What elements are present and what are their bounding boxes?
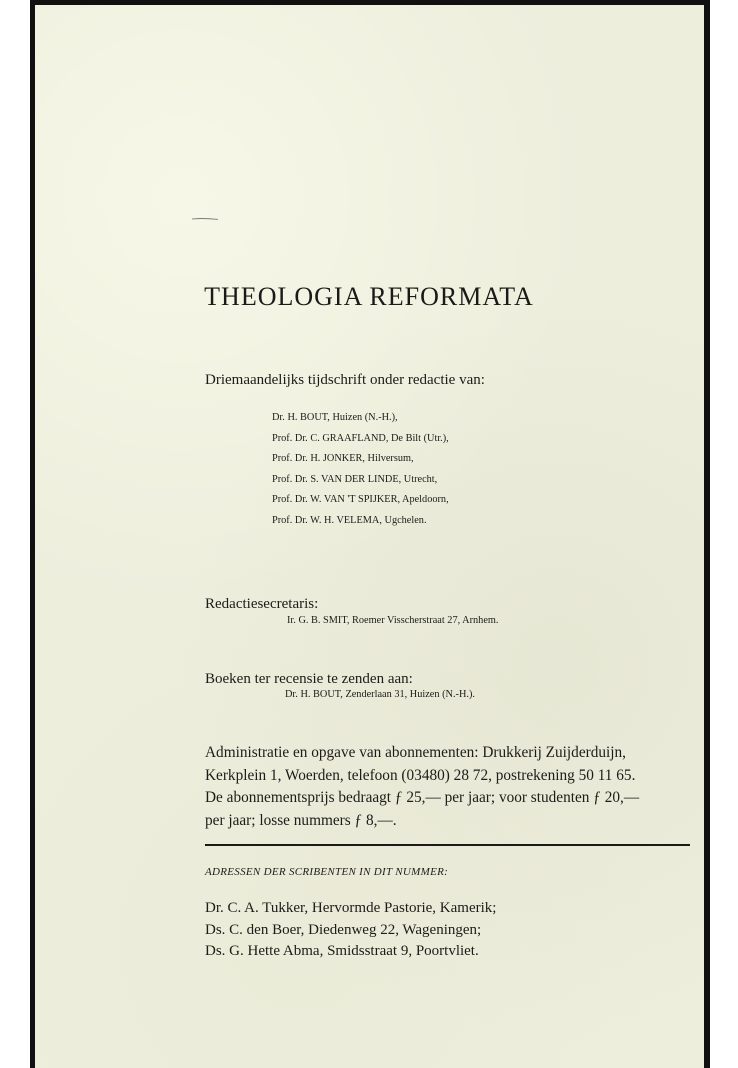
author-address: Ds. C. den Boer, Diedenweg 22, Wageningen; <box>205 921 482 938</box>
secretary-address: Ir. G. B. SMIT, Roemer Visscherstraat 27, Arnhem. <box>287 615 499 626</box>
section-divider <box>205 844 690 846</box>
administration-line: De abonnementsprijs bedraagt ƒ 25,— per jaar; voor studenten ƒ 20,— <box>205 789 640 806</box>
administration-line: Administratie en opgave van abonnementen: Drukkerij Zuijderduijn, <box>205 744 626 761</box>
administration-paragraph <box>205 742 690 832</box>
journal-title: THEOLOGIA REFORMATA <box>204 282 534 311</box>
editor-entry: Prof. Dr. C. GRAAFLAND, De Bilt (Utr.), <box>272 432 449 444</box>
editorial-intro: Driemaandelijks tijdschrift onder redactie van: <box>205 372 485 388</box>
administration-line: Kerkplein 1, Woerden, telefoon (03480) 28 72, postrekening 50 11 65. <box>205 766 636 784</box>
secretary-label: Redactiesecretaris: <box>205 596 319 612</box>
author-address: Dr. C. A. Tukker, Hervormde Pastorie, Kamerik; <box>205 900 497 916</box>
administration-line: per jaar; losse nummers ƒ 8,—. <box>205 811 397 829</box>
editor-entry: Dr. H. BOUT, Huizen (N.-H.), <box>272 412 398 423</box>
editor-entry: Prof. Dr. W. VAN 'T SPIJKER, Apeldoorn, <box>272 494 449 505</box>
addresses-heading: ADRESSEN DER SCRIBENTEN IN DIT NUMMER: <box>205 866 449 878</box>
editor-entry: Prof. Dr. H. JONKER, Hilversum, <box>272 453 414 464</box>
scan-border-right <box>704 0 710 1068</box>
review-books-label: Boeken ter recensie te zenden aan: <box>205 671 413 687</box>
author-address-list <box>205 898 496 963</box>
author-address: Ds. G. Hette Abma, Smidsstraat 9, Poortvliet. <box>205 943 479 959</box>
pencil-mark-icon <box>192 218 218 220</box>
editor-list <box>272 408 449 531</box>
editor-entry: Prof. Dr. S. VAN DER LINDE, Utrecht, <box>272 473 438 485</box>
review-books-address: Dr. H. BOUT, Zenderlaan 31, Huizen (N.-H.). <box>285 689 475 700</box>
editor-entry: Prof. Dr. W. H. VELEMA, Ugchelen. <box>272 514 427 526</box>
